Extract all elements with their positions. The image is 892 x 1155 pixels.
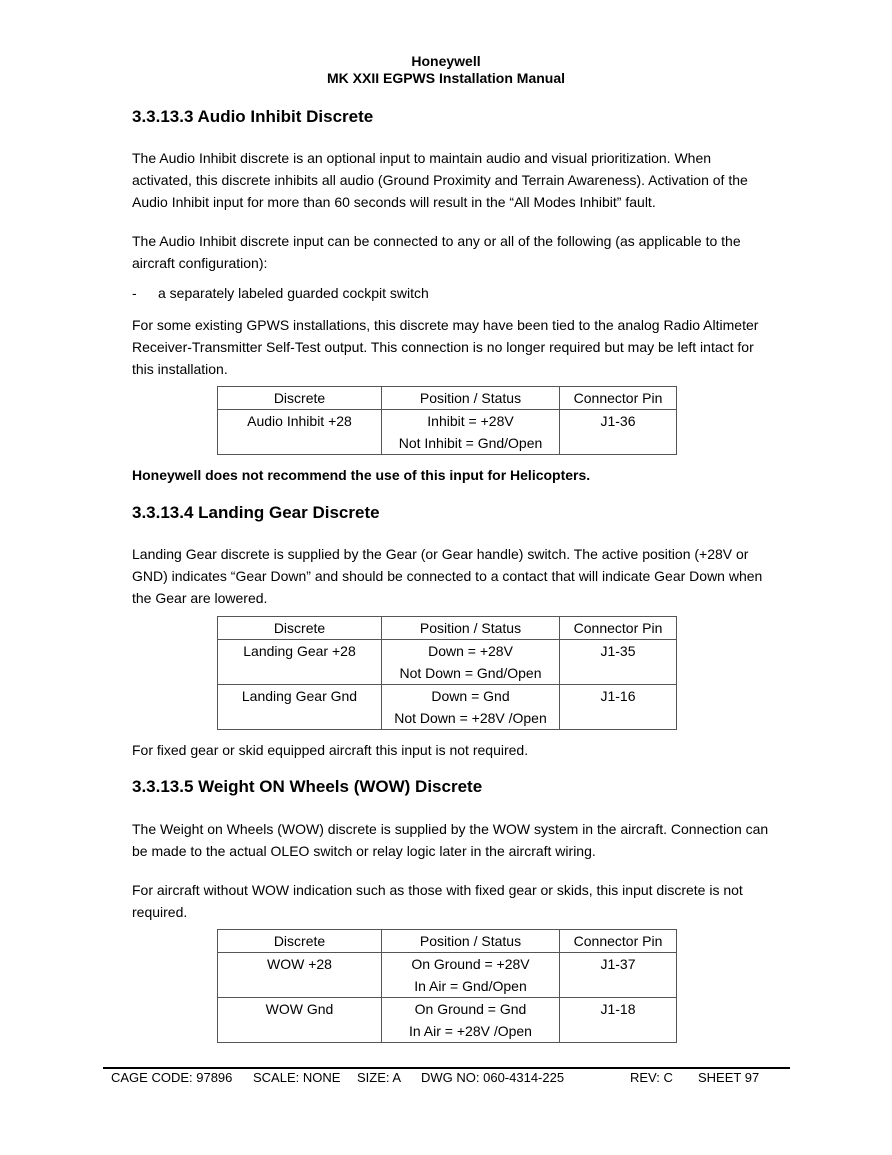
table-header-row [218, 617, 677, 640]
position-active: On Ground = +28V [411, 956, 530, 972]
position-inactive: Not Inhibit = Gnd/Open [398, 435, 543, 451]
footer-revision: REV: C [630, 1070, 673, 1085]
position-inactive: In Air = +28V /Open [409, 1023, 532, 1039]
audio-paragraph-2: The Audio Inhibit discrete input can be connected to any or all of the following (as applicable to the aircraft configuration): [132, 233, 741, 271]
position-active: On Ground = Gnd [414, 1001, 527, 1017]
column-header-discrete: Discrete [218, 930, 382, 953]
column-header-pin: Connector Pin [560, 387, 677, 410]
audio-bullet-item [132, 282, 429, 304]
table-row [218, 685, 677, 730]
landing-paragraph-1: Landing Gear discrete is supplied by the Gear (or Gear handle) switch. The active position (+28V or GND) indicates “Gear Down” and should be connected to a contact that will indicate Gear Down when the Gear are lowered. [132, 546, 763, 606]
cell-position [382, 953, 560, 998]
footer-scale: SCALE: NONE [253, 1070, 341, 1085]
landing-paragraph-2: For fixed gear or skid equipped aircraft this input is not required. [132, 742, 529, 758]
position-inactive: In Air = Gnd/Open [414, 978, 527, 994]
footer-sheet-number: SHEET 97 [698, 1070, 760, 1085]
audio-inhibit-table [217, 386, 677, 455]
cell-position [382, 685, 560, 730]
position-active: Down = Gnd [431, 688, 510, 704]
section-heading-landing-gear: 3.3.13.4 Landing Gear Discrete [132, 503, 380, 522]
wow-table [217, 929, 677, 1043]
audio-paragraph-1: The Audio Inhibit discrete is an optional input to maintain audio and visual prioritization. When activated, this discrete inhibits all audio (Ground Proximity and Terrain Awareness). Activation of the Audio Inhibit input for more than 60 seconds will result in the “All Modes Inhibit” fault. [132, 150, 748, 210]
position-inactive: Not Down = Gnd/Open [399, 665, 542, 681]
footer-cage-code: CAGE CODE: 97896 [111, 1070, 233, 1085]
column-header-pin: Connector Pin [560, 617, 677, 640]
table-row [218, 953, 677, 998]
column-header-position: Position / Status [382, 387, 560, 410]
cell-pin: J1-35 [560, 640, 677, 685]
table-header-row [218, 930, 677, 953]
table-row [218, 640, 677, 685]
helicopter-note: Honeywell does not recommend the use of this input for Helicopters. [132, 467, 591, 483]
position-inactive: Not Down = +28V /Open [394, 710, 547, 726]
column-header-pin: Connector Pin [560, 930, 677, 953]
header-company: Honeywell [411, 53, 481, 69]
cell-pin: J1-37 [560, 953, 677, 998]
cell-discrete: WOW Gnd [218, 998, 382, 1043]
cell-discrete: Audio Inhibit +28 [218, 410, 382, 455]
footer-rule [103, 1067, 790, 1069]
column-header-discrete: Discrete [218, 617, 382, 640]
cell-pin: J1-36 [560, 410, 677, 455]
wow-paragraph-1: The Weight on Wheels (WOW) discrete is supplied by the WOW system in the aircraft. Connection can be made to the actual OLEO switch or relay logic later in the aircraft wiring. [132, 821, 769, 859]
column-header-discrete: Discrete [218, 387, 382, 410]
audio-paragraph-3: For some existing GPWS installations, this discrete may have been tied to the analog Radio Altimeter Receiver-Transmitter Self-Test output. This connection is no longer required but may be left intact for this installation. [132, 317, 759, 377]
landing-gear-table [217, 616, 677, 730]
footer-size: SIZE: A [357, 1070, 402, 1085]
header-manual-title: MK XXII EGPWS Installation Manual [326, 70, 566, 86]
cell-pin: J1-18 [560, 998, 677, 1043]
table-row [218, 410, 677, 455]
footer-drawing-number: DWG NO: 060-4314-225 [421, 1070, 565, 1085]
cell-discrete: WOW +28 [218, 953, 382, 998]
position-active: Inhibit = +28V [427, 413, 514, 429]
cell-pin: J1-16 [560, 685, 677, 730]
column-header-position: Position / Status [382, 617, 560, 640]
column-header-position: Position / Status [382, 930, 560, 953]
wow-paragraph-2: For aircraft without WOW indication such as those with fixed gear or skids, this input discrete is not required. [132, 882, 743, 920]
section-heading-wow: 3.3.13.5 Weight ON Wheels (WOW) Discrete [132, 777, 483, 796]
cell-discrete: Landing Gear Gnd [218, 685, 382, 730]
cell-position [382, 640, 560, 685]
section-heading-audio-inhibit: 3.3.13.3 Audio Inhibit Discrete [132, 107, 374, 126]
position-active: Down = +28V [428, 643, 513, 659]
table-row [218, 998, 677, 1043]
bullet-text: a separately labeled guarded cockpit switch [158, 285, 429, 301]
table-header-row [218, 387, 677, 410]
cell-position [382, 410, 560, 455]
bullet-dash: - [132, 285, 137, 301]
page-header [0, 53, 892, 87]
cell-discrete: Landing Gear +28 [218, 640, 382, 685]
cell-position [382, 998, 560, 1043]
